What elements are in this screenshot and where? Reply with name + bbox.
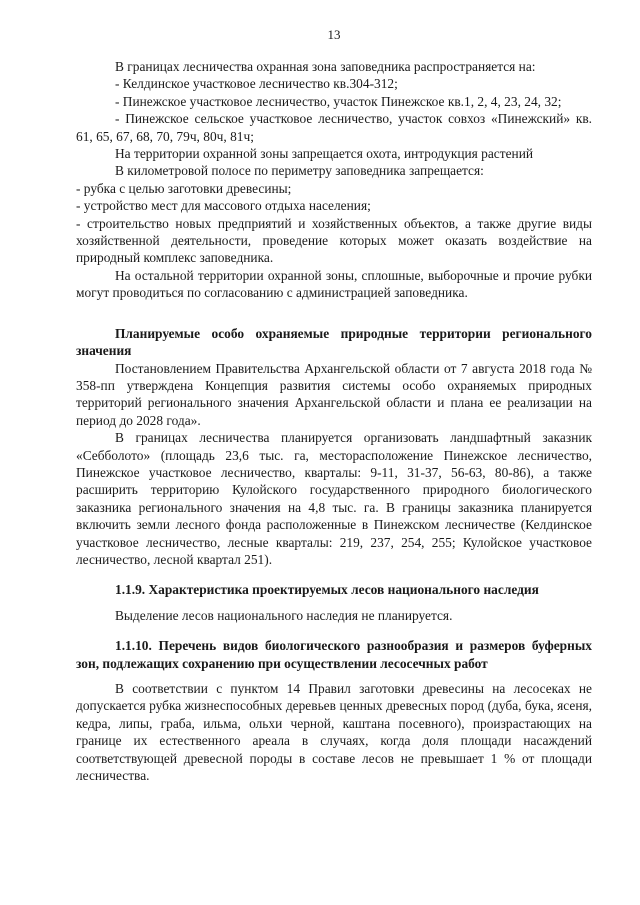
remaining-territory-text: На остальной территории охранной зоны, сплошные, выборочные и прочие рубки могут проводиться по согласованию с администрацией заповедника. (76, 267, 592, 301)
section-1-1-9-text: Выделение лесов национального наследия не планируется. (115, 607, 453, 623)
document-page (76, 26, 592, 784)
ban-item: - строительство новых предприятий и хозяйственных объектов, а также другие виды хозяйственной деятельности, проведение которых может оказать воздействие на природный комплекс заповедника. (76, 215, 592, 266)
regional-paragraph: Постановлением Правительства Архангельской области от 7 августа 2018 года № 358-пп утверждена Концепция развития системы особо охраняемых природных территорий регионального значения Архангельской области и плана ее реализации на период до 2028 года». (76, 360, 592, 428)
page-number: 13 (327, 27, 341, 42)
section-1-1-9-heading: 1.1.9. Характеристика проектируемых лесов национального наследия (115, 582, 539, 598)
section-1-1-10-text: В соответствии с пунктом 14 Правил заготовки древесины на лесосеках не допускается рубка жизнеспособных деревьев ценных древесных пород (дуба, бука, ясеня, кедра, липы, граба, ильма, ольхи черной, каштана посевного), произрастающих на границе их естественного ареала в случаях, когда доля площади насаждений соответствующей древесной породы в составе лесов не превышает 1 % от площади лесничества. (76, 681, 592, 784)
ban-item: - устройство мест для массового отдыха населения; (76, 198, 371, 214)
hunting-ban-text: На территории охранной зоны запрещается охота, интродукция растений (115, 146, 534, 162)
regional-territories-heading: Планируемые особо охраняемые природные территории регионального значения (76, 325, 592, 359)
zone-item: - Келдинское участковое лесничество кв.304-312; (115, 76, 398, 92)
zone-intro: В границах лесничества охранная зона заповедника распространяется на: (115, 59, 536, 74)
kilometer-zone-intro: В километровой полосе по периметру заповедника запрещается: (115, 163, 484, 179)
section-1-1-10-heading: 1.1.10. Перечень видов биологического разнообразия и размеров буферных зон, подлежащих сохранению при осуществлении лесосечных работ (76, 638, 592, 671)
zone-item: - Пинежское участковое лесничество, участок Пинежское кв.1, 2, 4, 23, 24, 32; (115, 93, 562, 109)
zone-item: - Пинежское сельское участковое лесничество, участок совхоз «Пинежский» кв. 61, 65, 67, 68, 70, 79ч, 80ч, 81ч; (76, 111, 592, 144)
ban-item: - рубка с целью заготовки древесины; (76, 180, 292, 196)
regional-paragraph: В границах лесничества планируется организовать ландшафтный заказник «Себболото» (площадь 23,6 тыс. га, месторасположение Пинежское лесничество, Пинежское участковое лесничество, кварталы: 9-11, 31-37, 56-63, 80-86), а также расширить территорию Кулойского государственного природного биологического заказника регионального значения на 4,8 тыс. га. В границы заказника планируется включить земли лесного фонда расположенные в Пинежском лесничестве (Келдинское участковое лесничество, лесные кварталы: 219, 237, 254, 255; Кулойское участковое лесничество, лесной квартал 251). (76, 430, 592, 567)
